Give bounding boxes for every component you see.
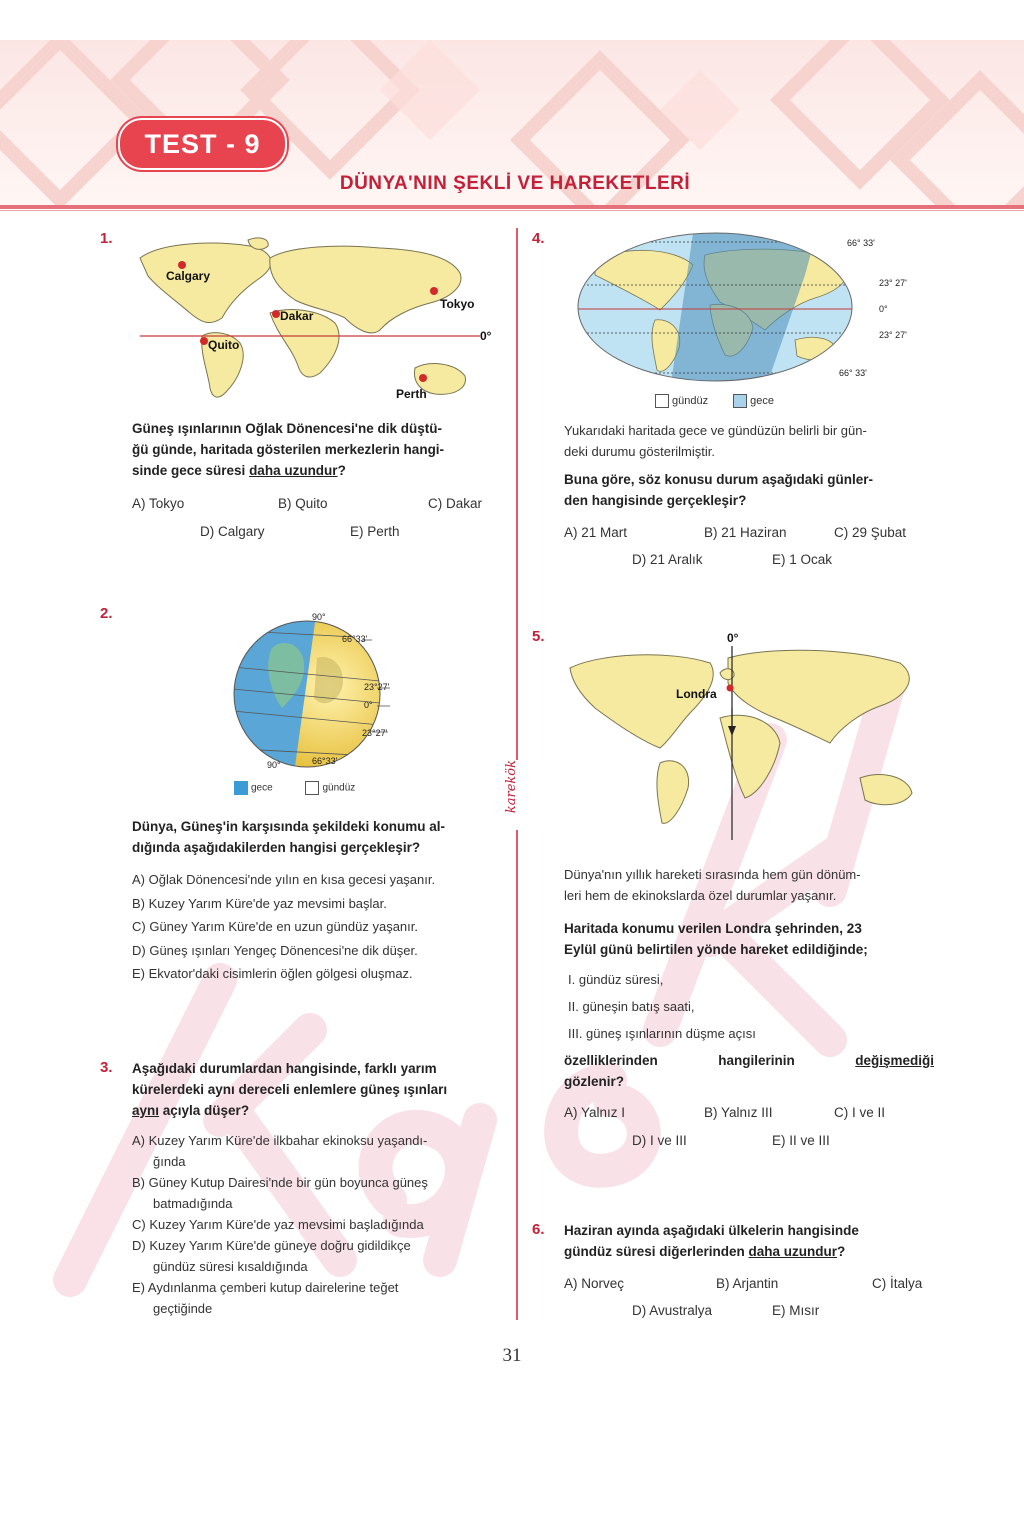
q4-intro: Yukarıdaki haritada gece ve gündüzün belirli bir gün- deki durumu gösterilmiştir.: [564, 423, 867, 459]
side-brand-label: karekök: [504, 760, 528, 830]
svg-text:0°: 0°: [364, 700, 373, 710]
q6-stem: Haziran ayında aşağıdaki ülkelerin hangisinde gündüz süresi diğerlerinden daha uzundur?: [564, 1223, 859, 1259]
q5-world-map: [560, 628, 935, 843]
q2-options: [132, 868, 504, 986]
q6-option-a[interactable]: A) Norveç: [564, 1276, 625, 1291]
q3-option-d[interactable]: D) Kuzey Yarım Küre'de güneye doğru gidildikçe gündüz süresi kısaldığında: [132, 1238, 411, 1274]
q5-option-d[interactable]: D) I ve III: [632, 1133, 687, 1148]
q6-option-e[interactable]: E) Mısır: [772, 1303, 820, 1318]
test-label: TEST - 9: [118, 118, 287, 170]
q2-option-a[interactable]: A) Oğlak Dönencesi'nde yılın en kısa gecesi yaşanır.: [132, 872, 436, 887]
svg-text:66° 33': 66° 33': [847, 238, 875, 248]
q6-option-c[interactable]: C) İtalya: [872, 1276, 923, 1291]
q5-stem: Haritada konumu verilen Londra şehrinden, 23 Eylül günü belirtilen yönde hareket edildiğinde;: [564, 921, 868, 957]
q2-option-d[interactable]: D) Güneş ışınları Yengeç Dönencesi'ne dik düşer.: [132, 942, 418, 958]
header-rule: [0, 205, 1024, 209]
q1-stem: Güneş ışınlarının Oğlak Dönencesi'ne dik düştü- ğü günde, haritada gösterilen merkezlerin hangi- sinde gece süresi daha uzundur?: [132, 421, 445, 478]
page-number: 31: [502, 1345, 522, 1366]
question-3-number: 3.: [100, 1059, 113, 1076]
q4-legend: gündüz gece: [655, 394, 774, 408]
city-dakar: Dakar: [280, 309, 314, 323]
q1-option-e[interactable]: E) Perth: [350, 524, 400, 539]
question-5-number: 5.: [532, 628, 545, 645]
q1-world-map: [130, 228, 500, 406]
city-quito: Quito: [208, 338, 240, 352]
q6-option-b[interactable]: B) Arjantin: [716, 1276, 779, 1291]
q2-globe-diagram: [222, 608, 412, 790]
q3-options: [132, 1130, 504, 1319]
q4-option-d[interactable]: D) 21 Aralık: [632, 552, 703, 567]
svg-text:23°27': 23°27': [362, 728, 388, 738]
svg-text:23° 27': 23° 27': [879, 330, 907, 340]
question-1-number: 1.: [100, 230, 113, 247]
q1-option-b[interactable]: B) Quito: [278, 496, 328, 511]
q5-item-3: III. güneş ışınlarının düşme açısı: [568, 1026, 756, 1041]
q3-stem: Aşağıdaki durumlardan hangisinde, farklı yarım kürelerdeki aynı dereceli enlemlere güneş ışınları aynı açıyla düşer?: [132, 1061, 448, 1118]
question-2-number: 2.: [100, 605, 113, 622]
q1-option-a[interactable]: A) Tokyo: [132, 496, 185, 511]
svg-text:66°33': 66°33': [312, 756, 338, 766]
q6-option-d[interactable]: D) Avustralya: [632, 1303, 713, 1318]
q5-items: [568, 966, 928, 1047]
q5-option-a[interactable]: A) Yalnız I: [564, 1105, 626, 1120]
q5-intro: Dünya'nın yıllık hareketi sırasında hem gün dönüm- leri hem de ekinokslarda özel durumlar yaşanır.: [564, 867, 861, 903]
city-perth: Perth: [396, 387, 427, 401]
svg-text:90°: 90°: [312, 612, 326, 622]
svg-text:23°27': 23°27': [364, 682, 390, 692]
q5-meridian-label: 0°: [727, 631, 739, 645]
page-title: DÜNYA'NIN ŞEKLİ VE HAREKETLERİ: [339, 173, 691, 194]
svg-text:23° 27': 23° 27': [879, 278, 907, 288]
svg-text:66° 33': 66° 33': [839, 368, 867, 378]
city-londra: Londra: [676, 687, 717, 701]
question-6-number: 6.: [532, 1221, 545, 1238]
q5-item-2: II. güneşin batış saati,: [568, 999, 695, 1014]
q1-option-d[interactable]: D) Calgary: [200, 524, 265, 539]
q2-legend: gece gündüz: [234, 781, 355, 795]
q3-option-c[interactable]: C) Kuzey Yarım Küre'de yaz mevsimi başladığında: [132, 1217, 424, 1232]
q4-stem: Buna göre, söz konusu durum aşağıdaki günler- den hangisinde gerçekleşir?: [564, 472, 874, 508]
q4-option-e[interactable]: E) 1 Ocak: [772, 552, 833, 567]
q4-option-c[interactable]: C) 29 Şubat: [834, 525, 907, 540]
q4-option-a[interactable]: A) 21 Mart: [564, 525, 628, 540]
q2-option-e[interactable]: E) Ekvator'daki cisimlerin öğlen gölgesi oluşmaz.: [132, 966, 413, 981]
q2-option-b[interactable]: B) Kuzey Yarım Küre'de yaz mevsimi başlar.: [132, 895, 387, 911]
svg-text:66°33': 66°33': [342, 634, 368, 644]
q5-stem-end: özelliklerinden hangilerinin değişmediği gözlenir?: [564, 1053, 934, 1089]
q4-option-b[interactable]: B) 21 Haziran: [704, 525, 787, 540]
city-calgary: Calgary: [166, 269, 211, 283]
q2-stem: Dünya, Güneş'in karşısında şekildeki konumu al- dığında aşağıdakilerden hangisi gerçekleşir?: [132, 819, 446, 855]
q5-option-c[interactable]: C) I ve II: [834, 1105, 886, 1120]
q5-option-e[interactable]: E) II ve III: [772, 1133, 830, 1148]
q1-option-c[interactable]: C) Dakar: [428, 496, 483, 511]
svg-text:0°: 0°: [879, 304, 888, 314]
svg-text:90°: 90°: [267, 760, 281, 770]
q3-option-e[interactable]: E) Aydınlanma çemberi kutup dairelerine teğet geçtiğinde: [132, 1280, 399, 1316]
q5-item-1: I. gündüz süresi,: [568, 972, 664, 987]
q3-option-b[interactable]: B) Güney Kutup Dairesi'nde bir gün boyunca güneş batmadığında: [132, 1175, 428, 1211]
city-tokyo: Tokyo: [440, 297, 475, 311]
q4-day-night-map: [575, 230, 920, 385]
q2-option-c[interactable]: C) Güney Yarım Küre'de en uzun gündüz yaşanır.: [132, 919, 418, 934]
header-rule-thin: [0, 210, 1024, 211]
q5-option-b[interactable]: B) Yalnız III: [704, 1105, 773, 1120]
svg-text:0°: 0°: [480, 329, 492, 343]
q3-option-a[interactable]: A) Kuzey Yarım Küre'de ilkbahar ekinoksu yaşandı- ğında: [132, 1133, 428, 1169]
question-4-number: 4.: [532, 230, 545, 247]
